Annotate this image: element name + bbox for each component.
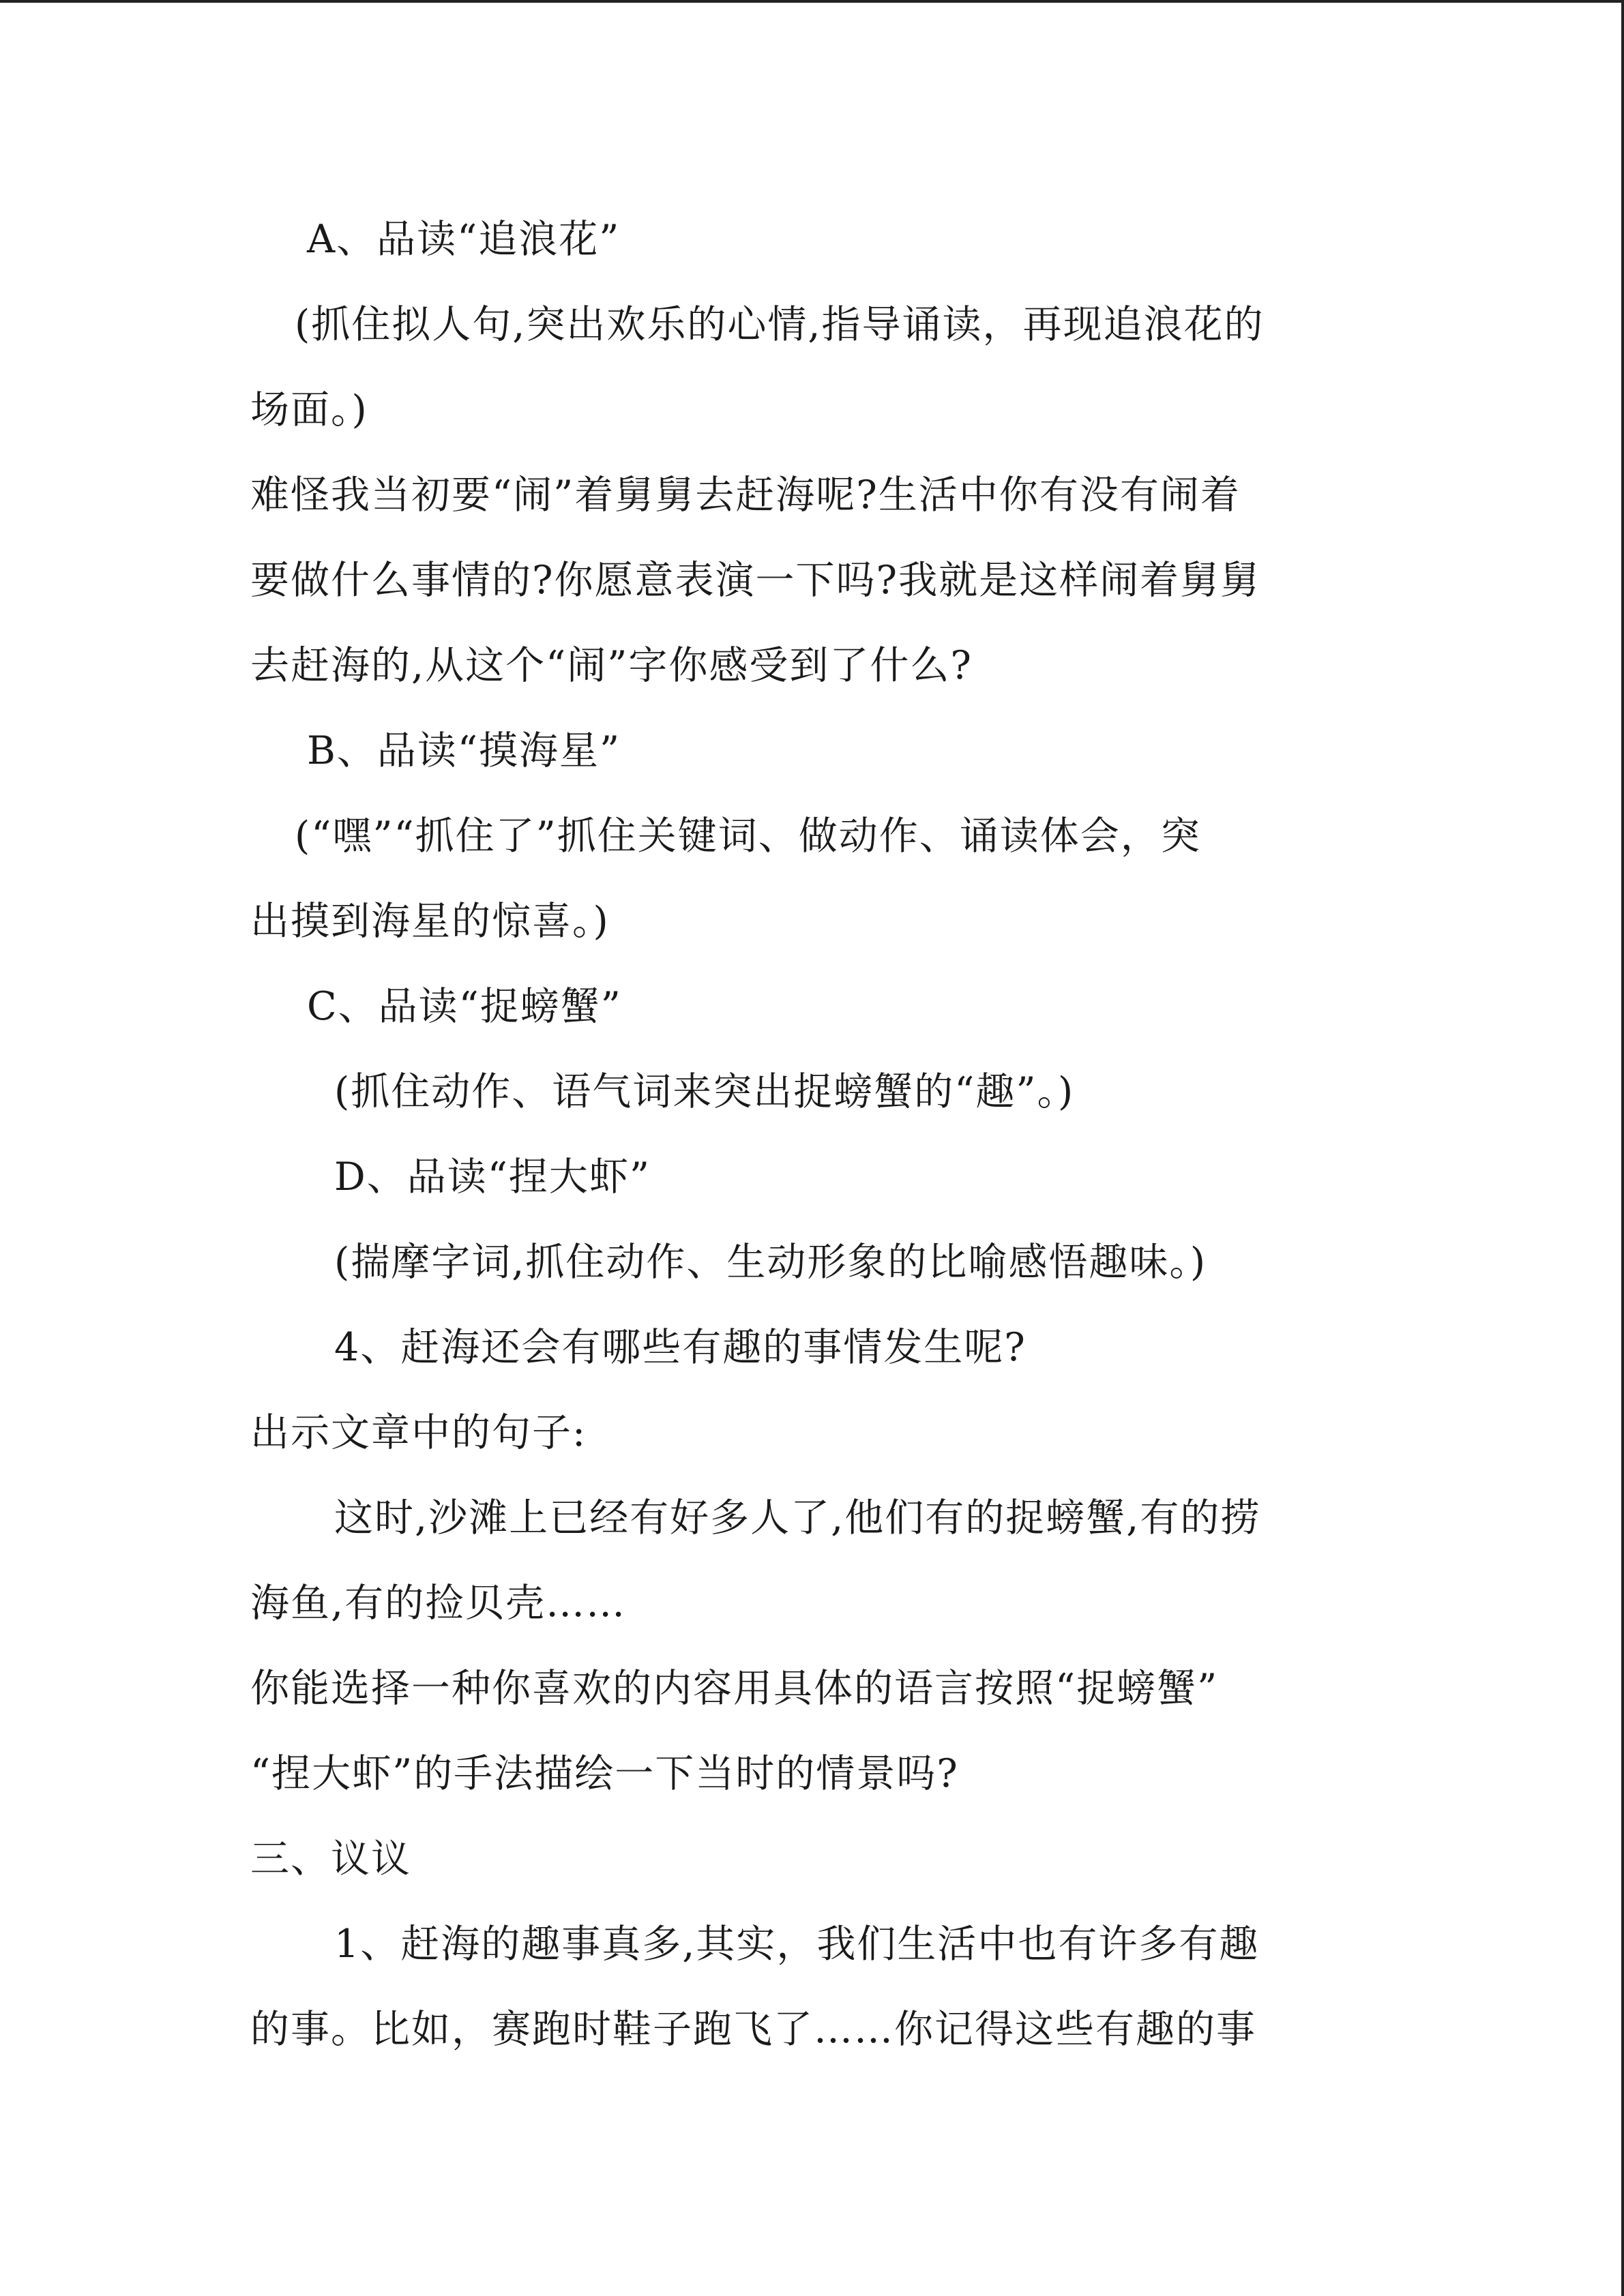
text-line: A、品读“追浪花” bbox=[307, 217, 621, 262]
text-line: C、品读“捉螃蟹” bbox=[307, 984, 622, 1029]
text-line: 这时,沙滩上已经有好多人了,他们有的捉螃蟹,有的捞 bbox=[334, 1495, 1261, 1540]
text-line: 难怪我当初要“闹”着舅舅去赶海呢?生活中你有没有闹着 bbox=[250, 473, 1241, 518]
text-line: 要做什么事情的?你愿意表演一下吗?我就是这样闹着舅舅 bbox=[250, 558, 1261, 603]
text-line: (揣摩字词,抓住动作、生动形象的比喻感悟趣味。) bbox=[334, 1240, 1207, 1285]
text-line: (抓住动作、语气词来突出捉螃蟹的“趣”。) bbox=[334, 1069, 1075, 1114]
text-line: 4、赶海还会有哪些有趣的事情发生呢? bbox=[334, 1325, 1027, 1370]
text-line: 出示文章中的句子: bbox=[250, 1410, 587, 1455]
text-line: 出摸到海星的惊喜。) bbox=[250, 899, 610, 944]
text-line: 去赶海的,从这个“闹”字你感受到了什么? bbox=[250, 643, 973, 688]
text-line: 的事。比如，赛跑时鞋子跑飞了……你记得这些有趣的事 bbox=[250, 2007, 1256, 2052]
text-line: (抓住拟人句,突出欢乐的心情,指导诵读，再现追浪花的 bbox=[295, 302, 1265, 347]
text-line: B、品读“摸海星” bbox=[307, 728, 621, 773]
text-line: “捏大虾”的手法描绘一下当时的情景吗? bbox=[250, 1751, 959, 1796]
text-line: 场面。) bbox=[250, 387, 368, 432]
page-top-border bbox=[0, 0, 1624, 3]
text-line: 你能选择一种你喜欢的内容用具体的语言按照“捉螃蟹” bbox=[250, 1666, 1219, 1711]
text-line: D、品读“捏大虾” bbox=[334, 1154, 651, 1199]
text-line: (“嘿”“抓住了”抓住关键词、做动作、诵读体会，突 bbox=[295, 814, 1201, 859]
text-line: 三、议议 bbox=[250, 1836, 411, 1881]
page-right-border bbox=[1621, 0, 1624, 2296]
text-line: 1、赶海的趣事真多,其实，我们生活中也有许多有趣 bbox=[334, 1922, 1260, 1967]
text-line: 海鱼,有的捡贝壳…… bbox=[250, 1581, 627, 1626]
